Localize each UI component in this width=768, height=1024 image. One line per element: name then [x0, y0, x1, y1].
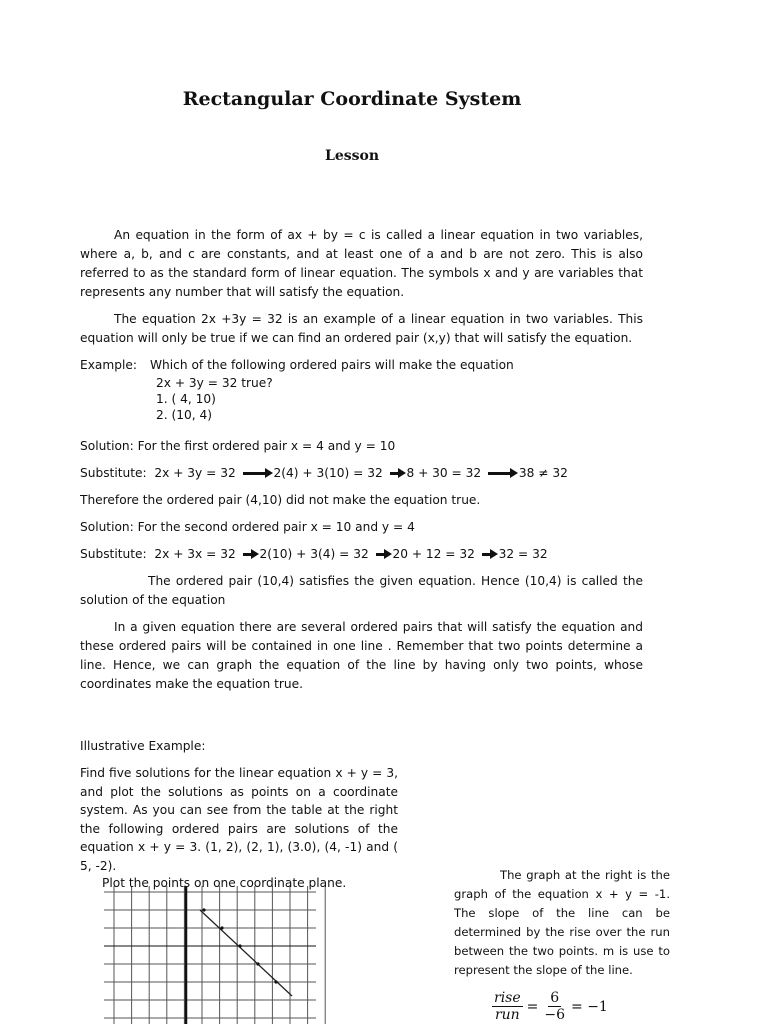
graph-grid: [104, 886, 325, 1024]
arrow-icon: [488, 472, 512, 475]
solution2-conclusion: The ordered pair (10,4) satisfies the given equation. Hence (10,4) is called the solution of the equation: [80, 574, 643, 607]
example-item-1: 1. ( 4, 10): [156, 392, 216, 406]
substitute-label: Substitute:: [80, 547, 147, 561]
solution1-intro: Solution: For the first ordered pair x = 4 and y = 10: [80, 439, 396, 453]
graph-point: [202, 908, 205, 911]
arrow-icon: [243, 553, 253, 556]
solution1-conclusion: Therefore the ordered pair (4,10) did not make the equation true.: [80, 493, 481, 507]
solution2-step-1: 2x + 3x = 32: [154, 547, 236, 561]
arrow-icon: [376, 553, 386, 556]
slope-numerator: 6: [550, 990, 560, 1006]
graph-line: [200, 910, 292, 996]
coordinate-graph: [104, 886, 330, 1024]
slope-fraction: [542, 990, 567, 1023]
solution2-steps: [80, 545, 643, 564]
example-item-2: 2. (10, 4): [156, 408, 213, 422]
rise-over-run: [492, 990, 523, 1023]
right-explanation: [454, 866, 670, 980]
rise-label: rise: [494, 990, 521, 1006]
graph-point: [256, 962, 259, 965]
equals-sign: =: [526, 998, 539, 1015]
solution1-step-3: 8 + 30 = 32: [406, 466, 482, 480]
solution1-step-2: 2(4) + 3(10) = 32: [273, 466, 383, 480]
slope-result: = −1: [571, 998, 608, 1015]
example-question: Which of the following ordered pairs will make the equation: [150, 358, 514, 372]
solution1-step-1: 2x + 3y = 32: [154, 466, 236, 480]
paragraph-two-points: In a given equation there are several ordered pairs that will satisfy the equation and these ordered pairs will be contained in one line . Remember that two points determine a line. Hence, we can graph the equation of the line by having only two points, whose coordinates make the equation true.: [80, 620, 643, 691]
substitute-label: Substitute:: [80, 466, 147, 480]
graph-point: [220, 926, 223, 929]
page-subtitle: Lesson: [324, 148, 380, 164]
right-text-rest: the graph of the equation x + y = -1. The slope of the line can be determined by the rise over the run between the two points. m is use to represent the slope of the line.: [454, 868, 670, 977]
run-label: run: [494, 1007, 520, 1023]
solution2-intro: Solution: For the second ordered pair x = 10 and y = 4: [80, 520, 415, 534]
arrow-icon: [482, 553, 492, 556]
graph-point: [274, 980, 277, 983]
paragraph-example-intro: The equation 2x +3y = 32 is an example of a linear equation in two variables. This equation will only be true if we can find an ordered pair (x,y) that will satisfy the equation.: [80, 312, 643, 345]
example-label: Example:: [80, 358, 137, 372]
solution2-step-4: 32 = 32: [498, 547, 548, 561]
illustrative-label: Illustrative Example:: [80, 739, 206, 753]
illustrative-text: Find five solutions for the linear equation x + y = 3, and plot the solutions as points on a coordinate system. As you can see from the table at the right the following ordered pairs are solutions of the equation x + y = 3. (1, 2), (2, 1), (3.0), (4, -1) and ( 5, -2).: [80, 766, 398, 873]
slope-formula: [488, 990, 608, 1023]
slope-denominator: −6: [544, 1007, 566, 1023]
arrow-icon: [243, 472, 267, 475]
example-block: [80, 356, 643, 423]
arrow-icon: [390, 472, 400, 475]
solution1-step-4: 38 ≠ 32: [518, 466, 568, 480]
lesson-body: [80, 226, 643, 702]
example-equation: 2x + 3y = 32 true?: [156, 376, 273, 390]
solution1-steps: [80, 464, 643, 483]
right-text-line1: The graph at the right is: [500, 868, 647, 882]
plot-instruction: Plot the points on one coordinate plane.: [102, 876, 347, 890]
graph-point: [238, 944, 241, 947]
solution2-step-2: 2(10) + 3(4) = 32: [259, 547, 369, 561]
paragraph-definition: An equation in the form of ax + by = c is called a linear equation in two variables, where a, b, and c are constants, and at least one of a and b are not zero. This is also referred to as the standard form of linear equation. The symbols x and y are variables that represents any number that will satisfy the equation.: [80, 228, 643, 299]
solution2-step-3: 20 + 12 = 32: [392, 547, 475, 561]
page-title: Rectangular Coordinate System: [182, 88, 522, 110]
